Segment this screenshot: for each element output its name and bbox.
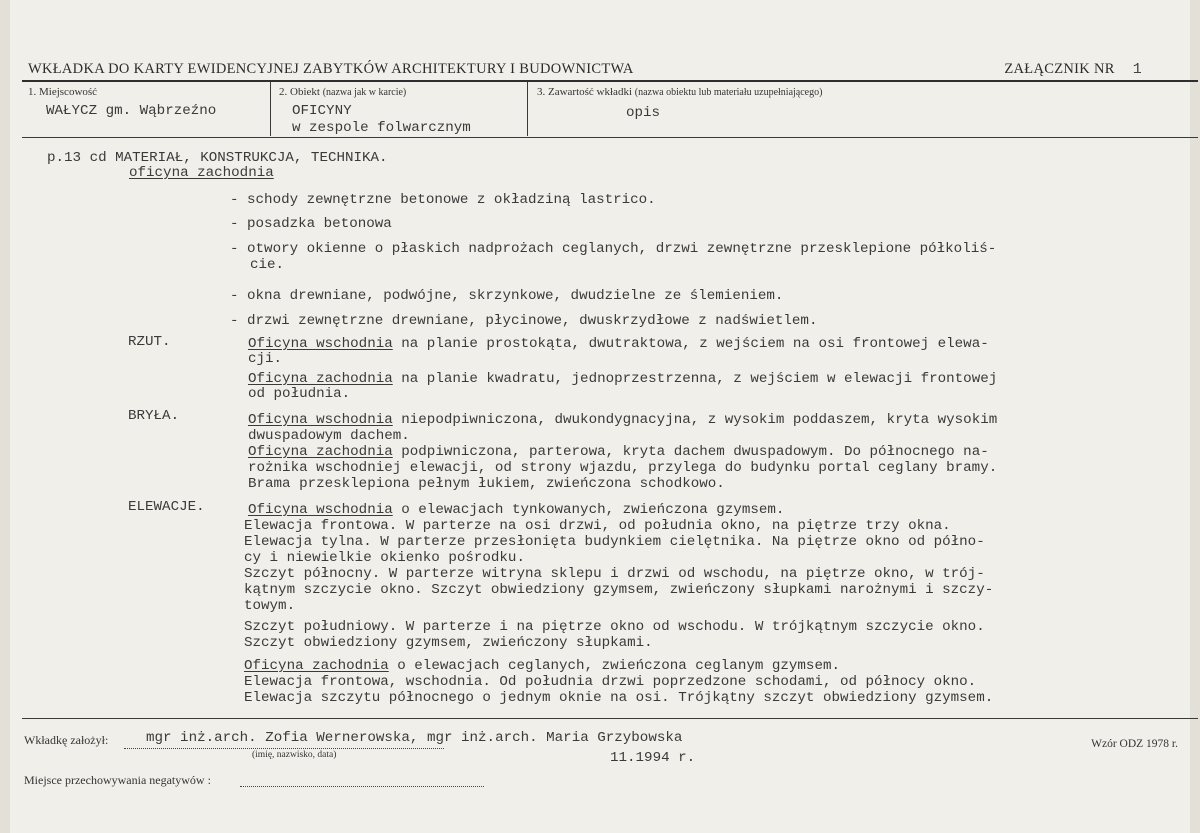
body-line xyxy=(248,413,997,428)
storage-label: Miejsce przechowywania negatywów : xyxy=(24,773,211,787)
body-line: Elewacja tylna. W parterze przesłonięta budynkiem cielętnika. Na piętrze okno od półno- xyxy=(244,534,985,550)
fields-bottom-rule xyxy=(22,137,1198,138)
body-line: Elewacja szczytu północnego o jednym oknie na osi. Trójkątny szczyt obwiedziony gzymsem. xyxy=(244,690,994,706)
body-line-text: podpiwniczona, parterowa, kryta dachem dwuspadowym. Do północnego na- xyxy=(392,444,989,460)
header-rule xyxy=(22,80,1198,82)
author-value: mgr inż.arch. Zofia Wernerowska, mgr inż.arch. Maria Grzybowska xyxy=(146,730,683,746)
body-line-text: na planie kwadratu, jednoprzestrzenna, z wejściem w elewacji frontowej xyxy=(392,371,998,387)
annex-number: 1 xyxy=(1132,61,1142,78)
body-line xyxy=(248,337,989,352)
west-annex-label: Oficyna zachodnia xyxy=(248,444,393,460)
west-annex-label: Oficyna zachodnia xyxy=(248,371,393,387)
form-title: WKŁADKA DO KARTY EWIDENCYJNEJ ZABYTKÓW ARCHITEKTURY I BUDOWNICTWA xyxy=(28,61,634,77)
field-2-label xyxy=(279,86,406,98)
body-line: cji. xyxy=(248,351,283,367)
body-line: - schody zewnętrzne betonowe z okładziną lastrico. xyxy=(230,192,656,208)
body-line-text: na planie prostokąta, dwutraktowa, z wejściem na osi frontowej elewa- xyxy=(392,336,989,352)
author-hint: (imię, nazwisko, data) xyxy=(252,750,337,760)
storage-dotted-line xyxy=(240,786,484,787)
body-line: - posadzka betonowa xyxy=(230,216,392,232)
body-line: cy i niewielkie okienko pośrodku. xyxy=(244,550,525,566)
body-line: Brama przesklepiona pełnym łukiem, zwieńczona schodkowo. xyxy=(248,476,725,492)
field-2-hint: (nazwa jak w karcie) xyxy=(322,87,407,98)
east-annex-label: Oficyna wschodnia xyxy=(248,412,393,428)
field-3-label-text: 3. Zawartość wkładki xyxy=(537,86,632,98)
body-line-text: niepodpiwniczona, dwukondygnacyjna, z wysokim poddaszem, kryta wysokim xyxy=(392,412,998,428)
field-3-label xyxy=(537,86,822,98)
cell-divider-2 xyxy=(527,82,528,136)
body-bottom-rule xyxy=(22,718,1198,719)
field-2-value-line-2: w zespole folwarcznym xyxy=(292,120,471,136)
body-line xyxy=(248,503,784,518)
body-line: Szczyt północny. W parterze witryna sklepu i drzwi od wschodu, na piętrze okno, w trój- xyxy=(244,566,985,582)
body-line-text: o elewacjach tynkowanych, zwieńczona gzymsem. xyxy=(392,502,785,518)
field-3-value: opis xyxy=(626,105,661,121)
body-line: rożnika wschodniej elewacji, od strony wjazdu, przylega do budynku portal ceglany bramy. xyxy=(248,460,998,476)
body-line: - otwory okienne o płaskich nadprożach ceglanych, drzwi zewnętrzne przesklepione półkoliś- xyxy=(230,241,997,257)
annex-label xyxy=(1004,61,1142,78)
section-label-rzut: RZUT. xyxy=(128,334,171,350)
body-line xyxy=(248,372,997,387)
section-heading-material: p.13 cd MATERIAŁ, KONSTRUKCJA, TECHNIKA. xyxy=(47,150,388,166)
body-line: kątnym szczycie okno. Szczyt obwiedziony gzymsem, zwieńczony słupkami narożnymi i szczy- xyxy=(244,582,994,598)
author-dotted-line xyxy=(124,748,444,749)
body-line: Elewacja frontowa, wschodnia. Od południa drzwi poprzedzone schodami, od północy okno. xyxy=(244,674,977,690)
body-line: Szczyt obwiedziony gzymsem, zwieńczony słupkami. xyxy=(244,635,653,651)
body-line: od południa. xyxy=(248,386,351,402)
body-line xyxy=(248,445,989,460)
east-annex-label: Oficyna wschodnia xyxy=(248,502,393,518)
field-1-value: WAŁYCZ gm. Wąbrzeźno xyxy=(46,103,217,119)
west-annex-label: Oficyna zachodnia xyxy=(244,658,389,674)
body-line: Elewacja frontowa. W parterze na osi drzwi, od południa okno, na piętrze trzy okna. xyxy=(244,518,951,534)
form-model: Wzór ODZ 1978 r. xyxy=(1091,738,1178,750)
body-line: Szczyt południowy. W parterze i na piętrze okno od wschodu. W trójkątnym szczycie okno. xyxy=(244,619,985,635)
body-line-text: o elewacjach ceglanych, zwieńczona ceglanym gzymsem. xyxy=(388,658,840,674)
field-2-label-text: 2. Obiekt xyxy=(279,86,320,98)
section-label-bryla: BRYŁA. xyxy=(128,408,180,424)
field-1-label: 1. Miejscowość xyxy=(28,86,98,98)
body-line: - okna drewniane, podwójne, skrzynkowe, dwudzielne ze ślemieniem. xyxy=(230,288,784,304)
subheading-west-annex: oficyna zachodnia xyxy=(129,165,274,181)
author-label: Wkładkę założył: xyxy=(24,733,109,747)
section-label-elewacje: ELEWACJE. xyxy=(128,499,205,515)
body-line: towym. xyxy=(244,598,296,614)
body-line: - drzwi zewnętrzne drewniane, płycinowe, dwuskrzydłowe z nadświetlem. xyxy=(230,313,818,329)
body-line: cie. xyxy=(250,257,285,273)
author-date: 11.1994 r. xyxy=(610,750,696,766)
field-3-hint: (nazwa obiektu lub materiału uzupełniającego) xyxy=(634,87,823,98)
paper-edge-right xyxy=(1190,0,1200,833)
body-line xyxy=(244,659,840,674)
paper-edge-left xyxy=(0,0,10,833)
annex-label-text: ZAŁĄCZNIK NR xyxy=(1004,61,1115,77)
east-annex-label: Oficyna wschodnia xyxy=(248,336,393,352)
cell-divider-1 xyxy=(270,82,271,136)
field-2-value-line-1: OFICYNY xyxy=(292,103,352,119)
body-line: dwuspadowym dachem. xyxy=(248,428,410,444)
